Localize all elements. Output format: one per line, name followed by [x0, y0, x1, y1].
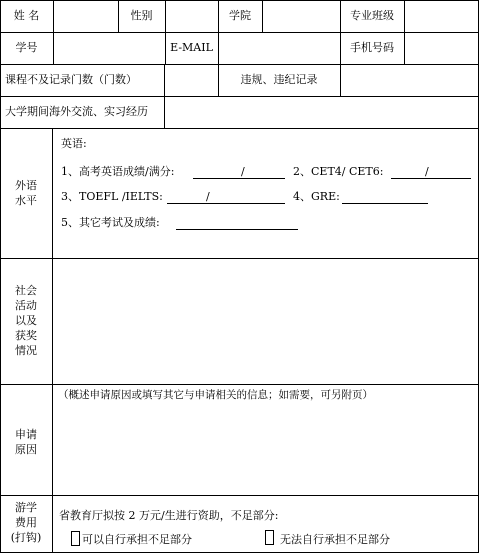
- rule: [0, 0, 1, 553]
- option-can-cover-checkbox[interactable]: [71, 531, 80, 546]
- cet-label: 2、CET4/ CET6:: [293, 165, 384, 178]
- failed-courses-label: 课程不及记录门数（门数）: [5, 73, 137, 86]
- label-line: (打钩): [10, 531, 42, 544]
- other-exams-blank[interactable]: [176, 229, 298, 230]
- gaokao-score-blank[interactable]: [193, 178, 285, 179]
- language-level-label: [1, 178, 51, 208]
- label-line: 以及: [15, 314, 37, 327]
- rule: [0, 128, 479, 129]
- slash: /: [206, 190, 210, 203]
- gender-field[interactable]: [166, 1, 218, 32]
- slash: /: [425, 165, 429, 178]
- email-label: E-MAIL: [170, 41, 213, 54]
- option-can-cover-label: 可以自行承担不足部分: [82, 533, 192, 546]
- label-line: 水平: [15, 194, 37, 207]
- label-line: 活动: [15, 299, 37, 312]
- name-label: 姓 名: [13, 9, 40, 22]
- label-line: 社会: [15, 284, 37, 297]
- cet-score-blank[interactable]: [391, 178, 471, 179]
- other-exams-label: 5、其它考试及成绩:: [61, 216, 160, 229]
- label-line: 获奖: [15, 329, 37, 342]
- option-cannot-cover-label: 无法自行承担不足部分: [280, 533, 390, 546]
- rule: [0, 384, 479, 385]
- violations-label: 违规、违纪记录: [240, 73, 318, 86]
- failed-courses-field[interactable]: [165, 65, 218, 96]
- overseas-label: 大学期间海外交流、实习经历: [5, 105, 148, 118]
- social-activities-field[interactable]: [53, 259, 478, 384]
- label-line: 费用: [15, 516, 37, 529]
- application-reason-field[interactable]: [53, 404, 478, 495]
- major-class-label: 专业班级: [350, 9, 394, 22]
- student-id-label: 学号: [15, 41, 38, 54]
- toefl-ielts-blank[interactable]: [167, 203, 285, 204]
- label-line: 情况: [15, 344, 37, 357]
- gre-blank[interactable]: [342, 203, 428, 204]
- funding-label: [1, 500, 51, 545]
- gaokao-english-label: 1、高考英语成绩/满分:: [61, 165, 175, 178]
- name-field[interactable]: [54, 1, 118, 32]
- gre-label: 4、GRE:: [293, 190, 340, 203]
- phone-label: 手机号码: [350, 41, 394, 54]
- gender-label: 性别: [130, 9, 153, 22]
- label-line: 原因: [15, 443, 37, 456]
- email-field[interactable]: [219, 33, 340, 64]
- overseas-field[interactable]: [165, 97, 478, 128]
- major-class-field[interactable]: [405, 1, 478, 32]
- english-title: 英语:: [61, 137, 87, 150]
- college-field[interactable]: [263, 1, 340, 32]
- slash: /: [241, 165, 245, 178]
- social-activities-label: [1, 283, 51, 358]
- application-reason-label: [1, 427, 51, 457]
- violations-field[interactable]: [341, 65, 478, 96]
- student-id-field[interactable]: [54, 33, 165, 64]
- option-cannot-cover-checkbox[interactable]: [265, 530, 274, 545]
- college-label: 学院: [229, 9, 251, 22]
- toefl-ielts-label: 3、TOEFL /IELTS:: [61, 190, 163, 203]
- funding-statement: 省教育厅拟按 2 万元/生进行资助，不足部分:: [59, 509, 279, 522]
- label-line: 外语: [15, 179, 37, 192]
- phone-field[interactable]: [405, 33, 478, 64]
- label-line: 游学: [15, 501, 37, 514]
- reason-hint: （概述申请原因或填写其它与申请相关的信息；如需要，可另附页）: [58, 389, 373, 401]
- label-line: 申请: [15, 428, 37, 441]
- rule: [0, 495, 479, 496]
